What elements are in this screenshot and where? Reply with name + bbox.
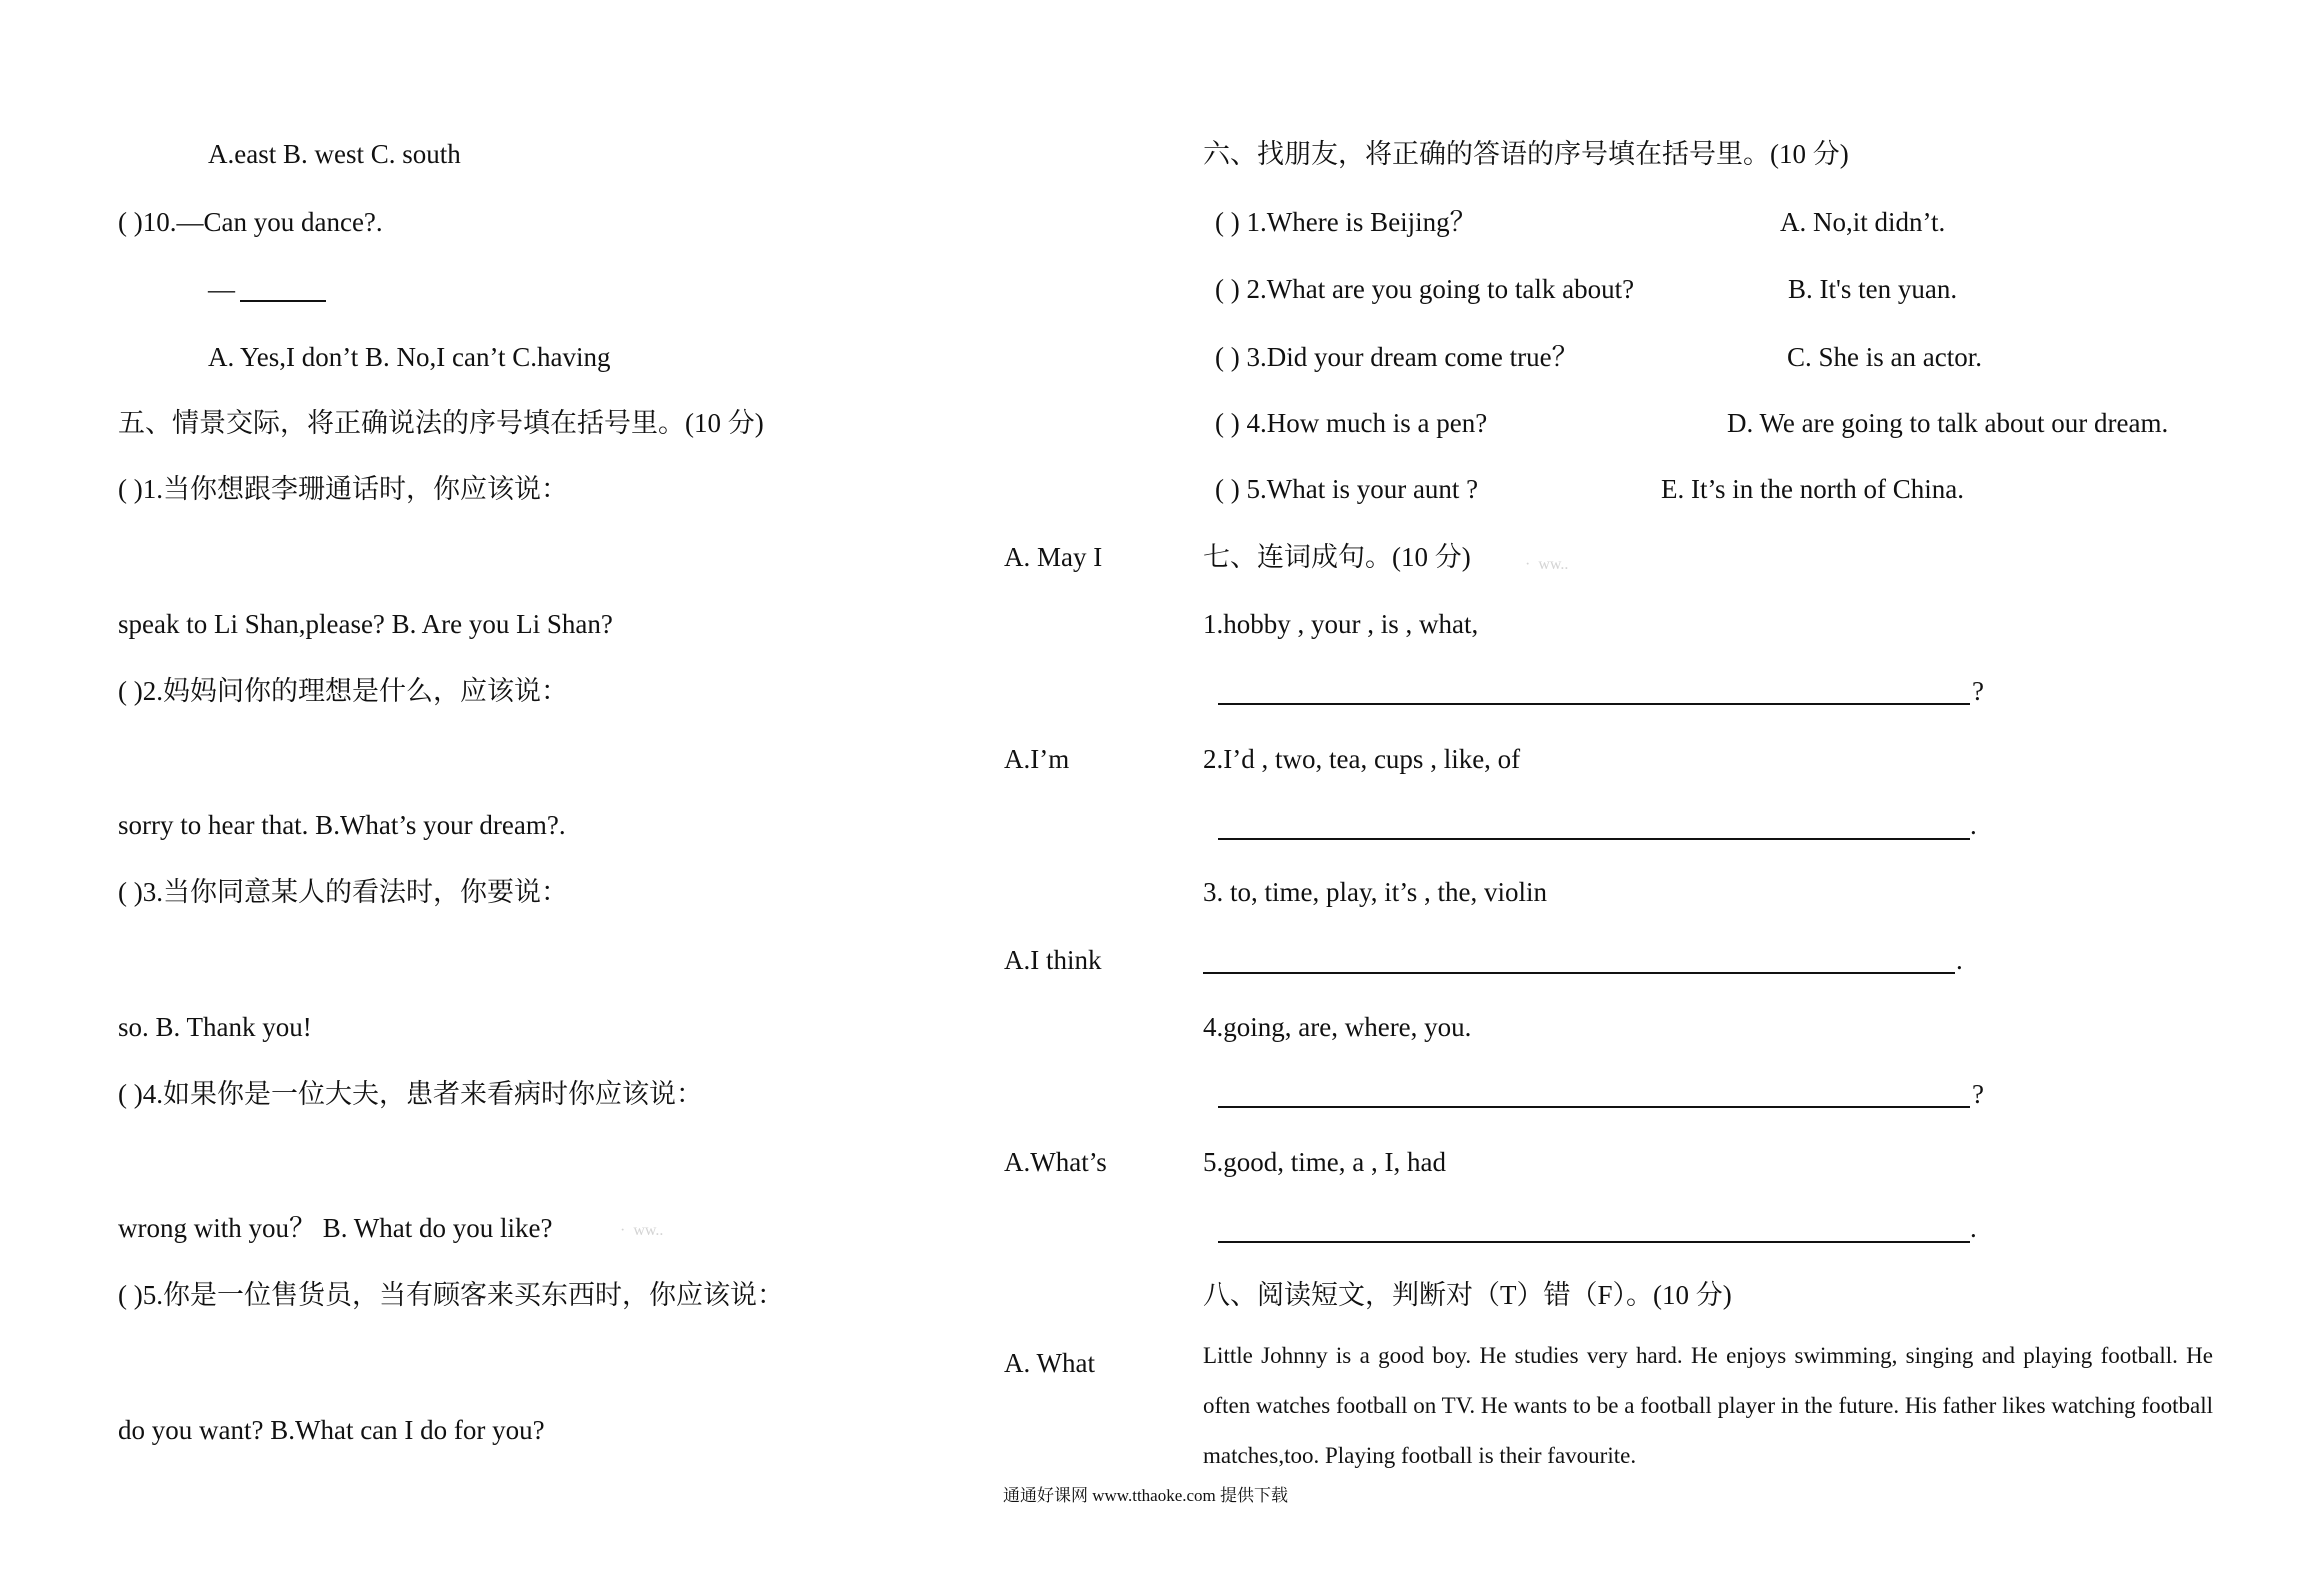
match-q5: ( ) 5.What is your aunt ? — [1215, 474, 1479, 504]
words-end-1: ? — [1972, 676, 1984, 706]
q10-answer-blank — [240, 300, 326, 302]
words-q1: 1.hobby , your , is , what, — [1203, 609, 1479, 639]
match-q2: ( ) 2.What are you going to talk about? — [1215, 274, 1635, 304]
words-q3: 3. to, time, play, it’s , the, violin — [1203, 877, 1547, 907]
section8-title: 八、阅读短文，判断对（T）错（F）。(10 分) — [1203, 1280, 1732, 1310]
fragment-whats: A.What’s — [1004, 1147, 1107, 1177]
q9-options: A.east B. west C. south — [208, 139, 461, 169]
match-a5: E. It’s in the north of China. — [1661, 474, 1964, 504]
match-a4: D. We are going to talk about our dream. — [1727, 408, 2169, 438]
fragment-i-think: A.I think — [1004, 945, 1102, 975]
q10-answer-dash: — — [208, 274, 235, 304]
words-answer-line-3[interactable] — [1203, 972, 1955, 974]
s5-item2-prompt: ( )2.妈妈问你的理想是什么，应该说： — [118, 676, 568, 706]
s5-item4-options: wrong with you？ B. What do you like? — [118, 1213, 553, 1243]
watermark-mark: · ww.. — [1525, 556, 1569, 573]
words-answer-line-5[interactable] — [1218, 1241, 1970, 1243]
words-end-2: . — [1970, 810, 1977, 840]
words-q5: 5.good, time, a , I, had — [1203, 1147, 1446, 1177]
s5-item5-options: do you want? B.What can I do for you? — [118, 1415, 545, 1445]
q10-prompt: ( )10.—Can you dance?. — [118, 207, 383, 237]
words-answer-line-4[interactable] — [1218, 1106, 1970, 1108]
s5-item1-prompt: ( )1.当你想跟李珊通话时，你应该说： — [118, 474, 568, 504]
watermark-mark: · ww.. — [620, 1222, 664, 1239]
s5-item5-prompt: ( )5.你是一位售货员，当有顾客来买东西时，你应该说： — [118, 1280, 784, 1310]
page-footer: 通通好课网 www.tthaoke.com 提供下载 — [1003, 1486, 1289, 1505]
words-answer-line-2[interactable] — [1218, 838, 1970, 840]
words-end-5: . — [1970, 1213, 1977, 1243]
words-answer-line-1[interactable] — [1218, 703, 1970, 705]
reading-passage: Little Johnny is a good boy. He studies very hard. He enjoys swimming, singing and playing football. He often watches football on TV. He wants to be a football player in the future. His father likes watching football matches,too. Playing football is their favourite. — [1203, 1343, 2213, 1468]
words-q2: 2.I’d , two, tea, cups , like, of — [1203, 744, 1521, 774]
match-a3: C. She is an actor. — [1787, 342, 1982, 372]
s5-item3-prompt: ( )3.当你同意某人的看法时，你要说： — [118, 877, 568, 907]
s5-item2-options: sorry to hear that. B.What’s your dream?. — [118, 810, 566, 840]
q10-options: A. Yes,I don’t B. No,I can’t C.having — [208, 342, 611, 372]
match-a1: A. No,it didn’t. — [1780, 207, 1946, 237]
section5-title: 五、情景交际，将正确说法的序号填在括号里。(10 分) — [118, 408, 764, 438]
match-q4: ( ) 4.How much is a pen? — [1215, 408, 1488, 438]
match-a2: B. It's ten yuan. — [1788, 274, 1958, 304]
section6-title: 六、找朋友，将正确的答语的序号填在括号里。(10 分) — [1203, 139, 1849, 169]
fragment-im: A.I’m — [1004, 744, 1070, 774]
match-q1: ( ) 1.Where is Beijing？ — [1215, 207, 1477, 237]
s5-item4-prompt: ( )4.如果你是一位大夫，患者来看病时你应该说： — [118, 1079, 703, 1109]
section7-title: 七、连词成句。(10 分) — [1203, 542, 1471, 572]
s5-item3-options: so. B. Thank you! — [118, 1012, 312, 1042]
words-q4: 4.going, are, where, you. — [1203, 1012, 1472, 1042]
s5-item1-options: speak to Li Shan,please? B. Are you Li Shan? — [118, 609, 613, 639]
fragment-what: A. What — [1004, 1348, 1095, 1378]
fragment-may-i: A. May I — [1004, 542, 1103, 572]
match-q3: ( ) 3.Did your dream come true？ — [1215, 342, 1579, 372]
words-end-3: . — [1956, 945, 1963, 975]
words-end-4: ? — [1972, 1079, 1984, 1109]
